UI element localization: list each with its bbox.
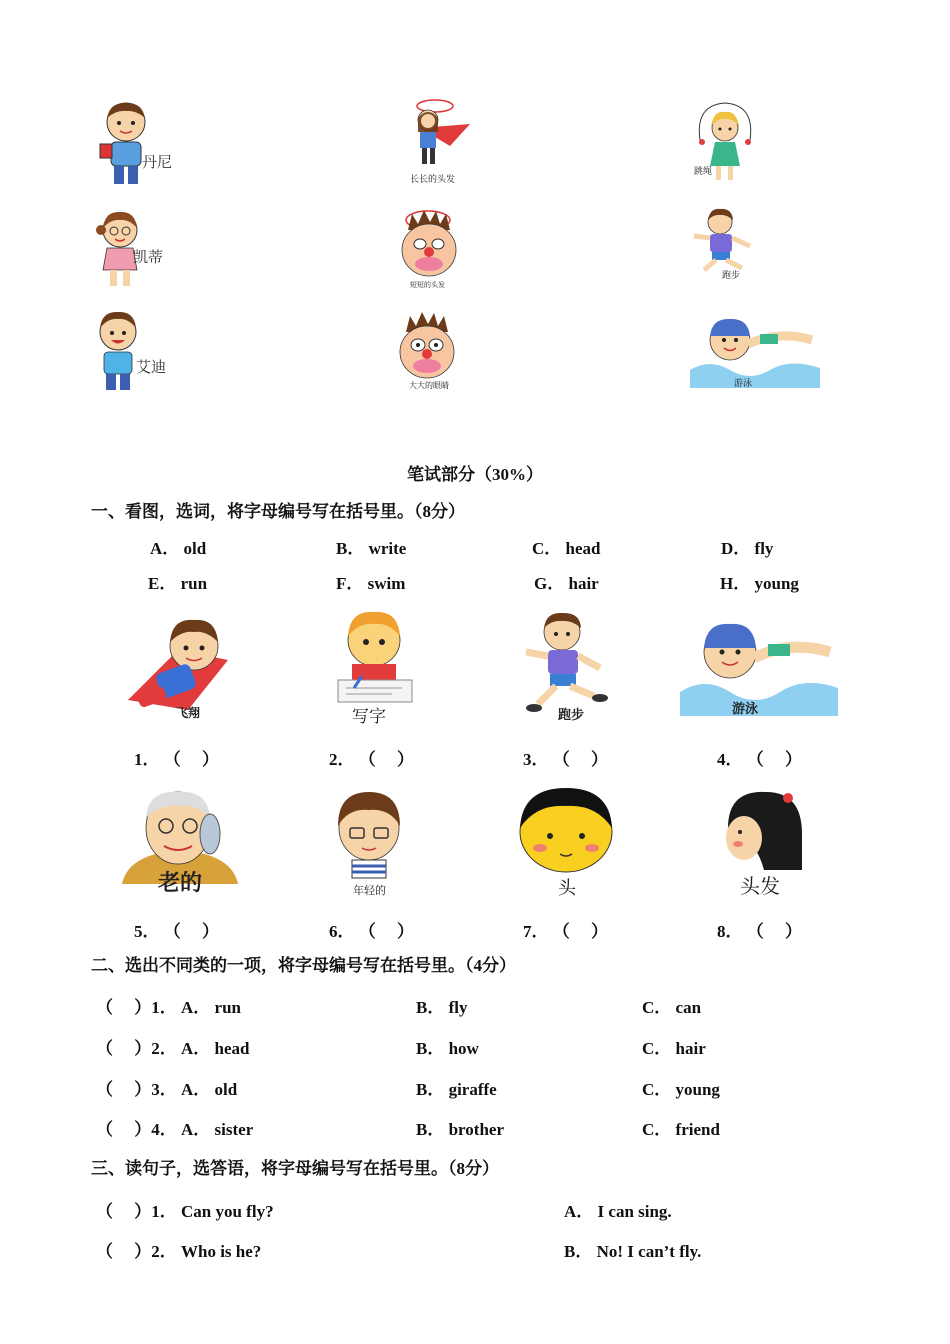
answer-blank[interactable]: （ ） xyxy=(96,1039,152,1058)
picture-4-boy-swimming xyxy=(680,612,840,716)
part2-item-4-option-b: B． brother xyxy=(416,1120,504,1139)
part2-item-3-option-b: B． giraffe xyxy=(416,1080,497,1099)
caption-short-hair: 短短的头发 xyxy=(410,281,445,289)
part3-item-2: （ ）2． Who is he? xyxy=(96,1242,262,1261)
caption-running-small: 跑步 xyxy=(722,271,741,281)
part2-item-4-option-c: C． friend xyxy=(642,1120,720,1139)
question-5-blank[interactable]: 5． （ ） xyxy=(134,922,219,941)
caption-head: 头 xyxy=(558,878,576,899)
option-e: E． run xyxy=(148,574,208,593)
option-f: F． swim xyxy=(336,574,406,593)
caption-write: 写字 xyxy=(352,707,386,727)
name-kitty: 凯蒂 xyxy=(133,248,164,266)
option-h: H． young xyxy=(720,574,799,593)
boy-swimming-illustration-small xyxy=(690,310,822,388)
answer-blank[interactable]: （ ） xyxy=(96,1242,152,1261)
part1-heading: 一、看图，选词，将字母编号写在括号里。（8分） xyxy=(91,502,465,521)
girl-long-hair-illustration xyxy=(400,98,470,170)
written-section-title: 笔试部分（30%） xyxy=(407,465,543,484)
part2-item-1-option-b: B． fly xyxy=(416,998,468,1017)
caption-long-hair: 长长的头发 xyxy=(410,175,456,185)
caption-fly: 飞翔 xyxy=(176,706,201,720)
question-6-blank[interactable]: 6． （ ） xyxy=(329,922,414,941)
picture-2-boy-writing xyxy=(332,606,416,704)
question-4-blank[interactable]: 4． （ ） xyxy=(717,750,802,769)
answer-blank[interactable]: （ ） xyxy=(96,1120,152,1139)
caption-old: 老的 xyxy=(158,871,203,896)
caption-swim: 游泳 xyxy=(732,702,759,717)
answer-blank[interactable]: （ ） xyxy=(96,1080,152,1099)
option-c: C． head xyxy=(532,539,601,558)
part3-answer-b: B． No! I can’t fly. xyxy=(564,1242,702,1261)
name-danny: 丹尼 xyxy=(142,153,173,171)
answer-blank[interactable]: （ ） xyxy=(96,998,152,1017)
question-1-blank[interactable]: 1． （ ） xyxy=(134,750,219,769)
name-eddie: 艾迪 xyxy=(136,358,167,376)
part2-item-1-option-c: C． can xyxy=(642,998,702,1017)
picture-6-young-boy xyxy=(330,788,408,880)
part2-item-3-option-c: C． young xyxy=(642,1080,720,1099)
caption-young: 年轻的 xyxy=(353,884,386,897)
part2-item-1: （ ）1． A． run xyxy=(96,998,241,1017)
question-3-blank[interactable]: 3． （ ） xyxy=(523,750,608,769)
caption-swimming-small: 游泳 xyxy=(734,379,753,389)
option-b: B． write xyxy=(336,539,407,558)
option-g: G． hair xyxy=(534,574,599,593)
question-2-blank[interactable]: 2． （ ） xyxy=(329,750,414,769)
boy-danny-illustration xyxy=(96,98,156,190)
part2-heading: 二、选出不同类的一项，将字母编号写在括号里。（4分） xyxy=(91,956,516,975)
big-eyes-face-illustration xyxy=(396,310,458,380)
part2-item-2-option-c: C． hair xyxy=(642,1039,706,1058)
short-hair-face-illustration xyxy=(398,208,460,278)
part3-answer-a: A． I can sing. xyxy=(564,1202,672,1221)
question-7-blank[interactable]: 7． （ ） xyxy=(523,922,608,941)
boy-eddie-illustration xyxy=(92,306,148,394)
option-d: D． fly xyxy=(721,539,774,558)
caption-hair: 头发 xyxy=(740,874,780,898)
caption-jump-rope: 跳绳 xyxy=(694,167,713,177)
part2-item-4: （ ）4． A． sister xyxy=(96,1120,254,1139)
caption-big-eyes: 大大的眼睛 xyxy=(409,381,449,390)
picture-7-head xyxy=(516,784,616,874)
question-8-blank[interactable]: 8． （ ） xyxy=(717,922,802,941)
picture-8-hair-girl xyxy=(718,788,806,870)
part2-item-2: （ ）2． A． head xyxy=(96,1039,250,1058)
part3-item-1: （ ）1． Can you fly? xyxy=(96,1202,274,1221)
part2-item-3: （ ）3． A． old xyxy=(96,1080,238,1099)
part3-heading: 三、读句子，选答语，将字母编号写在括号里。（8分） xyxy=(91,1159,499,1178)
answer-blank[interactable]: （ ） xyxy=(96,1202,152,1221)
caption-run: 跑步 xyxy=(558,708,585,723)
part2-item-2-option-b: B． how xyxy=(416,1039,479,1058)
option-a: A． old xyxy=(150,539,207,558)
